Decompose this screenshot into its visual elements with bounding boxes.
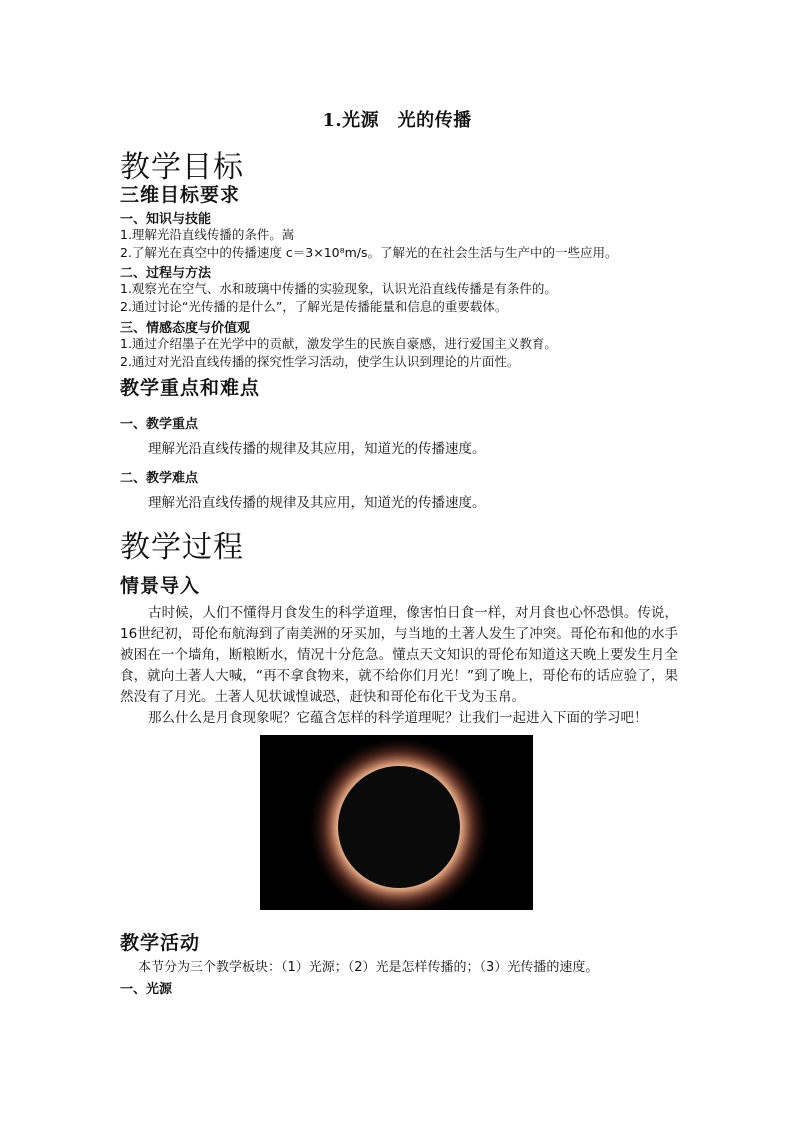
eclipse-illustration	[260, 735, 533, 910]
intro-paragraph	[120, 603, 678, 729]
intro-question: 那么什么是月食现象呢？它蕴含怎样的科学道理呢？让我们一起进入下面的学习吧！	[148, 710, 648, 726]
goal-item: 2.通过对光沿直线传播的探究性学习活动，使学生认识到理论的片面性。	[120, 354, 520, 369]
part1-label: 一、光源	[120, 982, 173, 997]
keypoints-heading: 教学重点和难点	[120, 377, 261, 399]
goal-item: 2.通过讨论“光传播的是什么”，了解光是传播能量和信息的重要载体。	[120, 299, 508, 314]
goals-heading: 教学目标	[120, 150, 244, 185]
eclipse-photo	[260, 735, 533, 910]
intro-heading: 情景导入	[120, 575, 201, 597]
difficulty-label: 二、教学难点	[120, 471, 199, 486]
goal-item: 2.了解光在真空中的传播速度 c＝3×10⁸m/s。了解光的在社会生活与生产中的一些应用。	[120, 245, 618, 260]
activity-heading: 教学活动	[120, 932, 201, 954]
focus-text: 理解光沿直线传播的规律及其应用，知道光的传播速度。	[148, 441, 486, 457]
goal-group-label: 一、知识与技能	[120, 212, 212, 227]
intro-text: 古时候，人们不懂得月食发生的科学道理，像害怕日食一样，对月食也心怀恐惧。传说，16世纪初，哥伦布航海到了南美洲的牙买加，与当地的土著人发生了冲突。哥伦布和他的水手被困在一个墙角，断粮断水，情况十分危急。懂点天文知识的哥伦布知道这天晚上要发生月全食，就向土著人大喊，“再不拿食物来，就不给你们月光！”到了晚上，哥伦布的话应验了，果然没有了月光。土著人见状诚惶诚恐，赶快和哥伦布化干戈为玉帛。	[120, 605, 678, 705]
focus-label: 一、教学重点	[120, 417, 199, 432]
goal-group-label: 二、过程与方法	[120, 266, 212, 281]
goal-item: 1.理解光沿直线传播的条件。嵩	[120, 227, 295, 242]
goal-item: 1.通过介绍墨子在光学中的贡献，激发学生的民族自豪感，进行爱国主义教育。	[120, 336, 557, 351]
goals-subheading: 三维目标要求	[120, 184, 241, 206]
difficulty-text: 理解光沿直线传播的规律及其应用，知道光的传播速度。	[148, 495, 486, 511]
goal-group-label: 三、情感态度与价值观	[120, 321, 251, 336]
process-heading: 教学过程	[120, 530, 244, 565]
document-title: 1.光源 光的传播	[322, 110, 472, 131]
activity-text: 本节分为三个教学板块：（1）光源；（2）光是怎样传播的；（3）光传播的速度。	[138, 960, 599, 975]
goal-item: 1.观察光在空气、水和玻璃中传播的实验现象，认识光沿直线传播是有条件的。	[120, 281, 557, 296]
